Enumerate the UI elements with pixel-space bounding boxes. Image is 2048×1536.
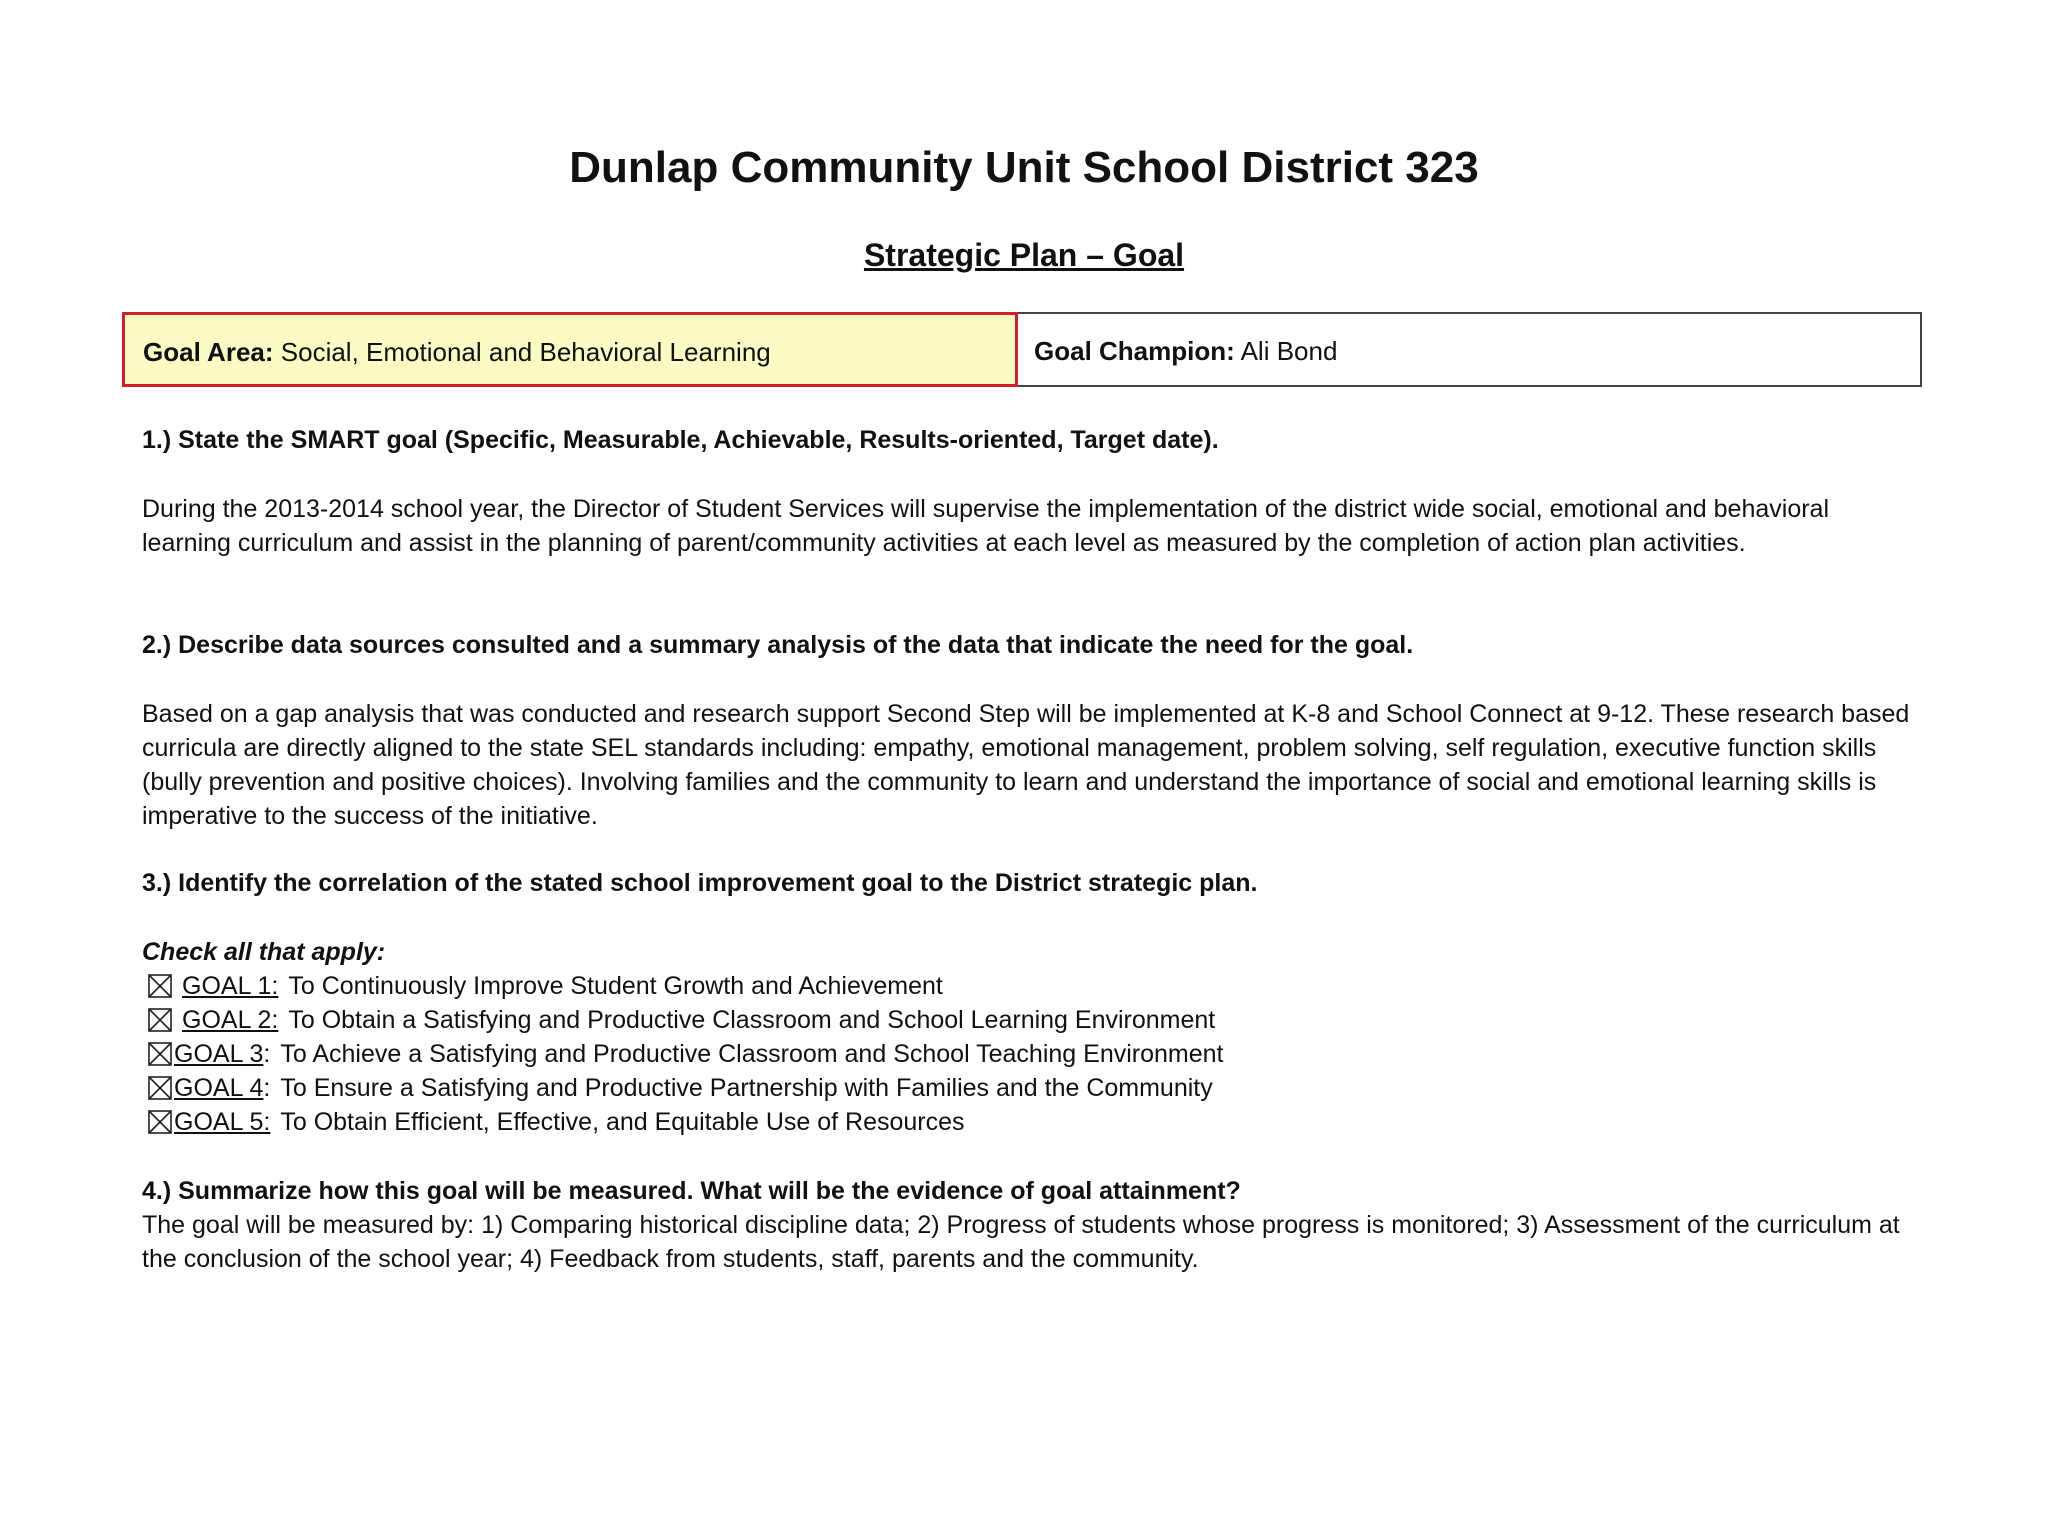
goal-area-text <box>143 335 771 369</box>
goal-item-1 <box>148 969 1224 1003</box>
goal-champion-text <box>1034 334 1337 368</box>
goal-separator: : <box>263 1040 271 1068</box>
document-subtitle: Strategic Plan – Goal <box>863 237 1185 273</box>
section-3-heading: 3.) Identify the correlation of the stated school improvement goal to the District strategic plan. <box>142 869 1258 897</box>
goal-description: To Continuously Improve Student Growth and Achievement <box>288 972 943 1000</box>
checked-box-icon[interactable] <box>148 1110 172 1134</box>
goal-champion-box <box>1018 312 1922 387</box>
goal-description: To Achieve a Satisfying and Productive Classroom and School Teaching Environment <box>280 1040 1224 1068</box>
checked-box-icon[interactable] <box>148 1042 172 1066</box>
goal-checklist <box>148 969 1224 1139</box>
goal-champion-label: Goal Champion: <box>1034 336 1235 366</box>
goal-code: GOAL 1: <box>182 972 279 1000</box>
goal-item-4 <box>148 1071 1224 1105</box>
goal-item-5 <box>148 1105 1224 1139</box>
checked-box-icon[interactable] <box>148 1008 172 1032</box>
section-4-heading: 4.) Summarize how this goal will be measured. What will be the evidence of goal attainment? <box>142 1177 1241 1205</box>
goal-champion-value: Ali Bond <box>1240 336 1338 366</box>
section-2-heading: 2.) Describe data sources consulted and a summary analysis of the data that indicate the need for the goal. <box>142 631 1414 659</box>
goal-description: To Obtain Efficient, Effective, and Equitable Use of Resources <box>280 1108 965 1136</box>
section-4-body: The goal will be measured by: 1) Comparing historical discipline data; 2) Progress of students whose progress is monitored; 3) Assessment of the curriculum at the conclusion of the school year; 4) Feedback from students, staff, parents and the community. <box>142 1211 1900 1273</box>
goal-area-box <box>122 312 1018 387</box>
goal-code: GOAL 3 <box>174 1040 264 1068</box>
goal-description: To Obtain a Satisfying and Productive Classroom and School Learning Environment <box>288 1006 1216 1034</box>
checked-box-icon[interactable] <box>148 974 172 998</box>
goal-area-label: Goal Area: <box>143 337 274 367</box>
document-title: Dunlap Community Unit School District 323 <box>569 143 1479 192</box>
goal-item-2 <box>148 1003 1224 1037</box>
goal-separator: : <box>263 1074 271 1102</box>
goal-code: GOAL 5: <box>174 1108 271 1136</box>
check-all-label: Check all that apply: <box>142 938 386 966</box>
goal-code: GOAL 2: <box>182 1006 279 1034</box>
section-1-heading: 1.) State the SMART goal (Specific, Measurable, Achievable, Results-oriented, Target date). <box>142 426 1219 454</box>
checked-box-icon[interactable] <box>148 1076 172 1100</box>
goal-code: GOAL 4 <box>174 1074 264 1102</box>
goal-area-value: Social, Emotional and Behavioral Learning <box>280 337 771 367</box>
section-1-body: During the 2013-2014 school year, the Director of Student Services will supervise the implementation of the district wide social, emotional and behavioral learning curriculum and assist in the planning of parent/community activities at each level as measured by the completion of action plan activities. <box>142 495 1830 557</box>
section-2-body: Based on a gap analysis that was conducted and research support Second Step will be implemented at K-8 and School Connect at 9-12. These research based curricula are directly aligned to the state SEL standards including: empathy, emotional management, problem solving, self regulation, executive function skills (bully prevention and positive choices). Involving families and the community to learn and understand the importance of social and emotional learning skills is imperative to the success of the initiative. <box>142 700 1910 830</box>
goal-item-3 <box>148 1037 1224 1071</box>
goal-description: To Ensure a Satisfying and Productive Partnership with Families and the Community <box>280 1074 1213 1102</box>
